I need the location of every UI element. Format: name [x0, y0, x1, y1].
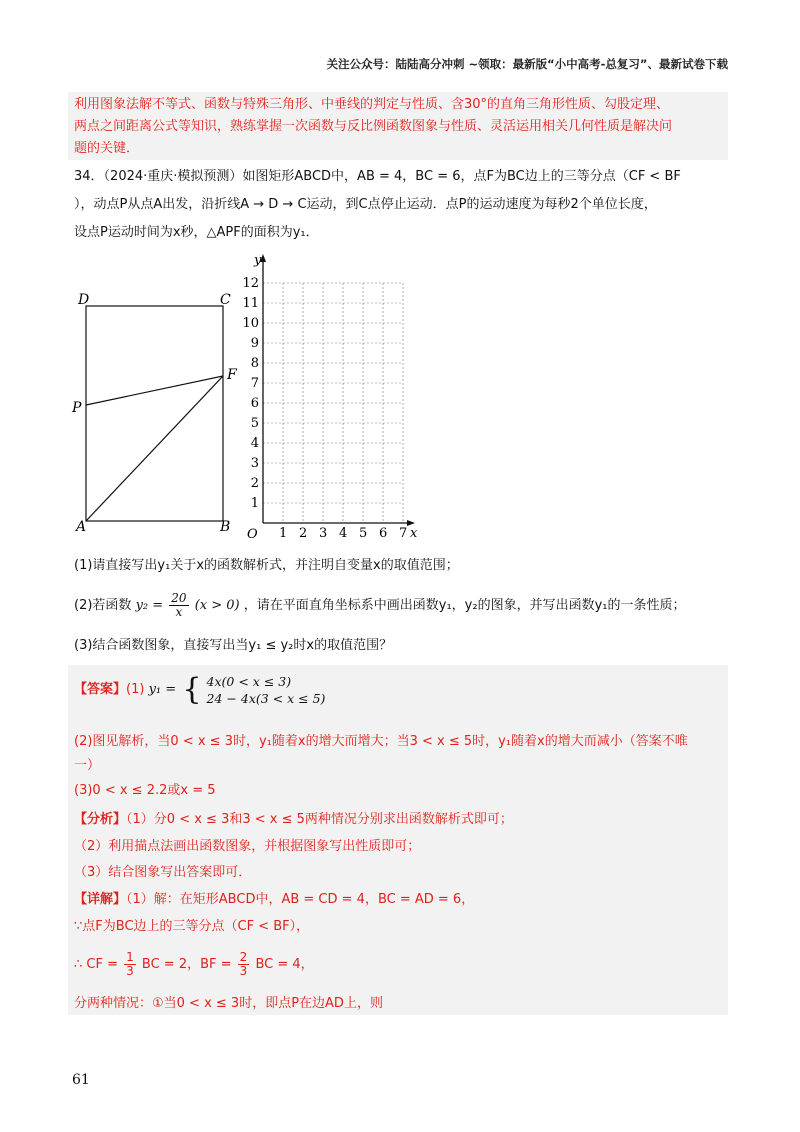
q2-fraction-den: x — [175, 605, 183, 619]
detail-fraction-2-num: 2 — [239, 950, 248, 964]
y-tick-label: 4 — [250, 436, 259, 451]
q2-fraction — [169, 592, 188, 619]
page-number: 61 — [72, 1072, 90, 1088]
label-f: F — [227, 367, 237, 383]
q2-suffix: ，请在平面直角坐标系中画出函数y₁，y₂的图象，并写出函数y₁的一条性质； — [243, 598, 686, 613]
x-tick-label: 3 — [319, 526, 328, 541]
label-b: B — [220, 519, 231, 535]
x-axis-label: x — [410, 526, 418, 541]
analysis-line-1 — [74, 811, 513, 829]
y-tick-label: 7 — [250, 376, 259, 391]
answer-part-2-line-2: 一） — [74, 758, 101, 773]
y-tick-label: 10 — [242, 316, 259, 331]
y-tick-label: 8 — [250, 356, 259, 371]
x-tick-label: 6 — [379, 526, 388, 541]
answer-case-1: 4x(0 < x ≤ 3) — [206, 673, 292, 689]
detail-fraction-1 — [124, 951, 136, 978]
problem-line-2: ），动点P从点A出发，沿折线A → D → C运动，到C点停止运动．点P的运动速度为每秒2个单位长度， — [74, 197, 657, 212]
answer-part1-label: (1) — [126, 682, 145, 697]
y-tick-label: 9 — [250, 336, 259, 351]
y-tick-label: 1 — [250, 496, 259, 511]
x-tick-label: 2 — [299, 526, 308, 541]
problem-line-3: 设点P运动时间为x秒，△APF的面积为y₁． — [74, 225, 319, 240]
y-tick-label: 3 — [250, 456, 259, 471]
answer-part-1 — [74, 670, 325, 710]
detail-fraction-1-den: 3 — [126, 964, 134, 978]
detail-line-2: ∵点F为BC边上的三等分点（CF < BF）， — [74, 919, 310, 934]
detail-fraction-1-num: 1 — [126, 950, 134, 964]
x-tick-label: 5 — [359, 526, 368, 541]
answer-part-3: (3)0 < x ≤ 2.2或x = 5 — [74, 783, 216, 798]
answer-cases — [207, 673, 326, 707]
detail-line3-suffix: BC = 4， — [255, 957, 314, 972]
question-1: (1)请直接写出y₁关于x的函数解析式，并注明自变量x的取值范围； — [74, 558, 459, 573]
detail-line3-mid: BC = 2，BF = — [141, 957, 232, 972]
y-tick-label: 6 — [250, 396, 259, 411]
analysis-tag: 【分析】 — [74, 812, 127, 827]
detail-line-1 — [74, 891, 474, 909]
x-tick-label: 1 — [279, 526, 288, 541]
answer-tag: 【答案】 — [74, 682, 127, 697]
detail-line-4: 分两种情况：①当0 < x ≤ 3时，即点P在边AD上，则 — [74, 996, 383, 1011]
label-a: A — [76, 519, 87, 535]
prev-summary-line-2: 两点之间距离公式等知识，熟练掌握一次函数与反比例函数图象与性质、灵活运用相关几何性质是解决问 — [74, 119, 673, 134]
y-tick-label: 5 — [250, 416, 259, 431]
label-c: C — [220, 292, 231, 308]
y-tick-label: 2 — [250, 476, 259, 491]
problem-line-1: 34．（2024·重庆·模拟预测）如图矩形ABCD中，AB = 4，BC = 6，点F为BC边上的三等分点（CF < BF — [74, 169, 681, 184]
label-d: D — [78, 292, 90, 308]
rectangle-figure — [70, 285, 240, 535]
x-tick-label: 7 — [399, 526, 408, 541]
analysis-line-3: （3）结合图象写出答案即可． — [74, 865, 252, 880]
segment-pf — [86, 376, 223, 405]
q2-func-lhs: y₂ = — [135, 598, 164, 613]
cases-brace: { — [182, 671, 202, 707]
y-axis-label: y — [254, 253, 262, 268]
prev-summary-line-3: 题的关键． — [74, 141, 140, 156]
detail-fraction-2 — [238, 951, 250, 978]
detail-line-3 — [74, 950, 314, 980]
detail-line3-prefix: ∴ CF = — [74, 957, 118, 972]
q2-prefix: (2)若函数 — [74, 598, 132, 613]
y-tick-label: 11 — [242, 296, 259, 311]
answer-part1-lhs: y₁ = — [148, 682, 177, 697]
grid-lines — [263, 283, 403, 523]
prev-summary-line-1: 利用图象法解不等式、函数与特殊三角形、中垂线的判定与性质、含30°的直角三角形性质、勾股定理、 — [74, 97, 670, 112]
segment-af — [86, 376, 223, 521]
analysis-line-2: （2）利用描点法画出函数图象，并根据图象写出性质即可； — [74, 839, 421, 854]
q2-fraction-num: 20 — [171, 591, 187, 605]
detail-fraction-2-den: 3 — [239, 964, 248, 978]
origin-label: O — [247, 527, 258, 542]
y-tick-label: 12 — [242, 276, 259, 291]
detail-tag: 【详解】 — [74, 892, 127, 907]
label-p: P — [72, 400, 82, 416]
page-header: 关注公众号：陆陆高分冲刺 ~领取：最新版“小中高考-总复习”、最新试卷下载 — [326, 57, 728, 71]
coordinate-grid — [240, 250, 420, 545]
question-2 — [74, 592, 685, 619]
question-3: (3)结合函数图象，直接写出当y₁ ≤ y₂时x的取值范围？ — [74, 638, 393, 653]
detail-text-1: （1）解：在矩形ABCD中，AB = CD = 4，BC = AD = 6， — [126, 892, 475, 907]
answer-case-2: 24 − 4x(3 < x ≤ 5) — [206, 690, 326, 706]
answer-part-2-line-1: (2)图见解析，当0 < x ≤ 3时，y₁随着x的增大而增大；当3 < x ≤ 5时，y₁随着x的增大而减小（答案不唯 — [74, 734, 688, 749]
rectangle-abcd — [86, 306, 223, 521]
x-tick-label: 4 — [339, 526, 348, 541]
q2-domain: (x > 0) — [194, 598, 240, 613]
analysis-text-1: （1）分0 < x ≤ 3和3 < x ≤ 5两种情况分别求出函数解析式即可； — [126, 812, 513, 827]
